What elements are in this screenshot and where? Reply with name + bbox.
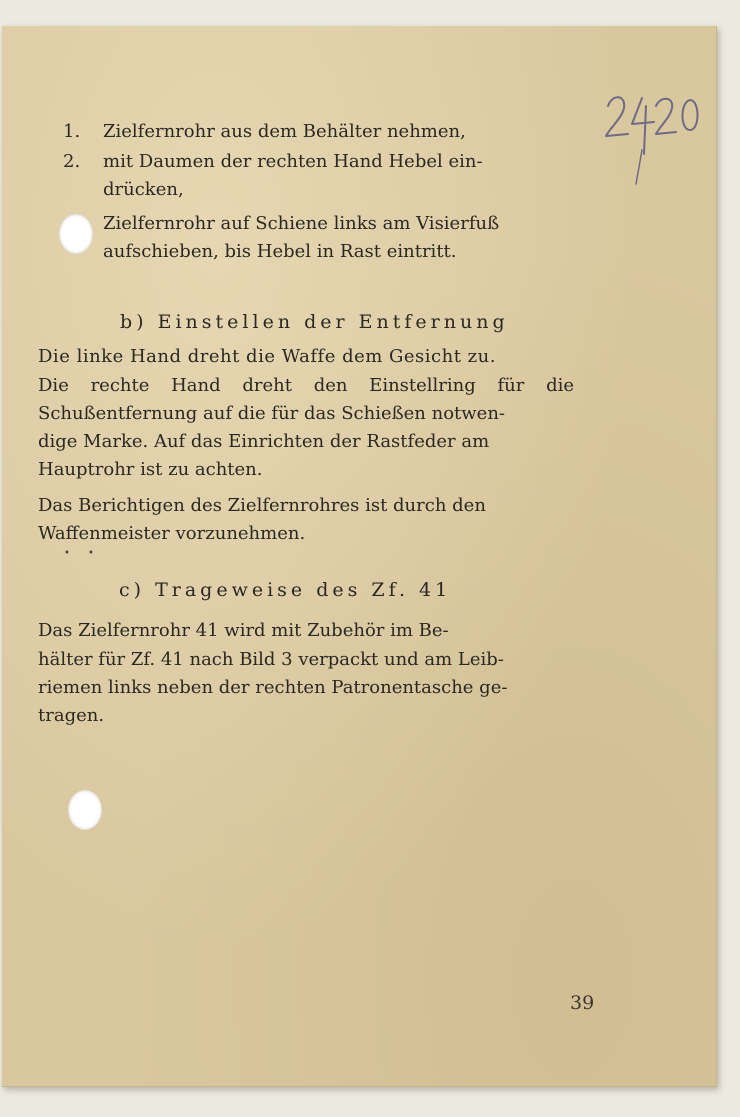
list-item-3-line-2: aufschieben, bis Hebel in Rast eintritt.	[103, 241, 457, 262]
document-page	[2, 26, 717, 1087]
page-number: 39	[570, 992, 595, 1014]
ink-speck: •	[88, 548, 94, 559]
section-b-paragraph-1-line-3: Schußentfernung auf die für das Schießen notwen-	[38, 403, 505, 424]
section-b-paragraph-1-line-1: Die linke Hand dreht die Waffe dem Gesicht zu.	[38, 346, 496, 367]
section-b-paragraph-1-line-2: Die rechte Hand dreht den Einstellring für die	[38, 375, 575, 396]
section-b-paragraph-1-line-5: Hauptrohr ist zu achten.	[38, 459, 263, 480]
list-item-1-line-1: Zielfernrohr aus dem Behälter nehmen,	[103, 121, 466, 142]
section-b-heading: b) Einstellen der Entfernung	[120, 311, 509, 333]
list-item-2-line-2: drücken,	[103, 179, 184, 200]
ink-speck: •	[64, 548, 70, 559]
punch-hole-top	[59, 214, 93, 254]
section-c-paragraph-line-2: hälter für Zf. 41 nach Bild 3 verpackt und am Leib-	[38, 649, 504, 670]
section-c-paragraph-line-3: riemen links neben der rechten Patronentasche ge-	[38, 677, 508, 698]
handwritten-annotation	[598, 84, 708, 204]
list-item-3-line-1: Zielfernrohr auf Schiene links am Visierfuß	[103, 213, 500, 234]
section-b-paragraph-2-line-2: Waffenmeister vorzunehmen.	[38, 523, 306, 544]
section-b-paragraph-1-line-4: dige Marke. Auf das Einrichten der Rastfeder am	[38, 431, 490, 452]
section-c-heading: c) Trageweise des Zf. 41	[119, 579, 452, 601]
list-number-2: 2.	[63, 151, 81, 172]
section-b-paragraph-2-line-1: Das Berichtigen des Zielfernrohres ist durch den	[38, 495, 486, 516]
section-c-paragraph-line-4: tragen.	[38, 705, 105, 726]
list-number-1: 1.	[63, 121, 81, 142]
section-c-paragraph-line-1: Das Zielfernrohr 41 wird mit Zubehör im Be-	[38, 620, 449, 641]
punch-hole-bottom	[68, 790, 102, 830]
list-item-2-line-1: mit Daumen der rechten Hand Hebel ein-	[103, 151, 483, 172]
